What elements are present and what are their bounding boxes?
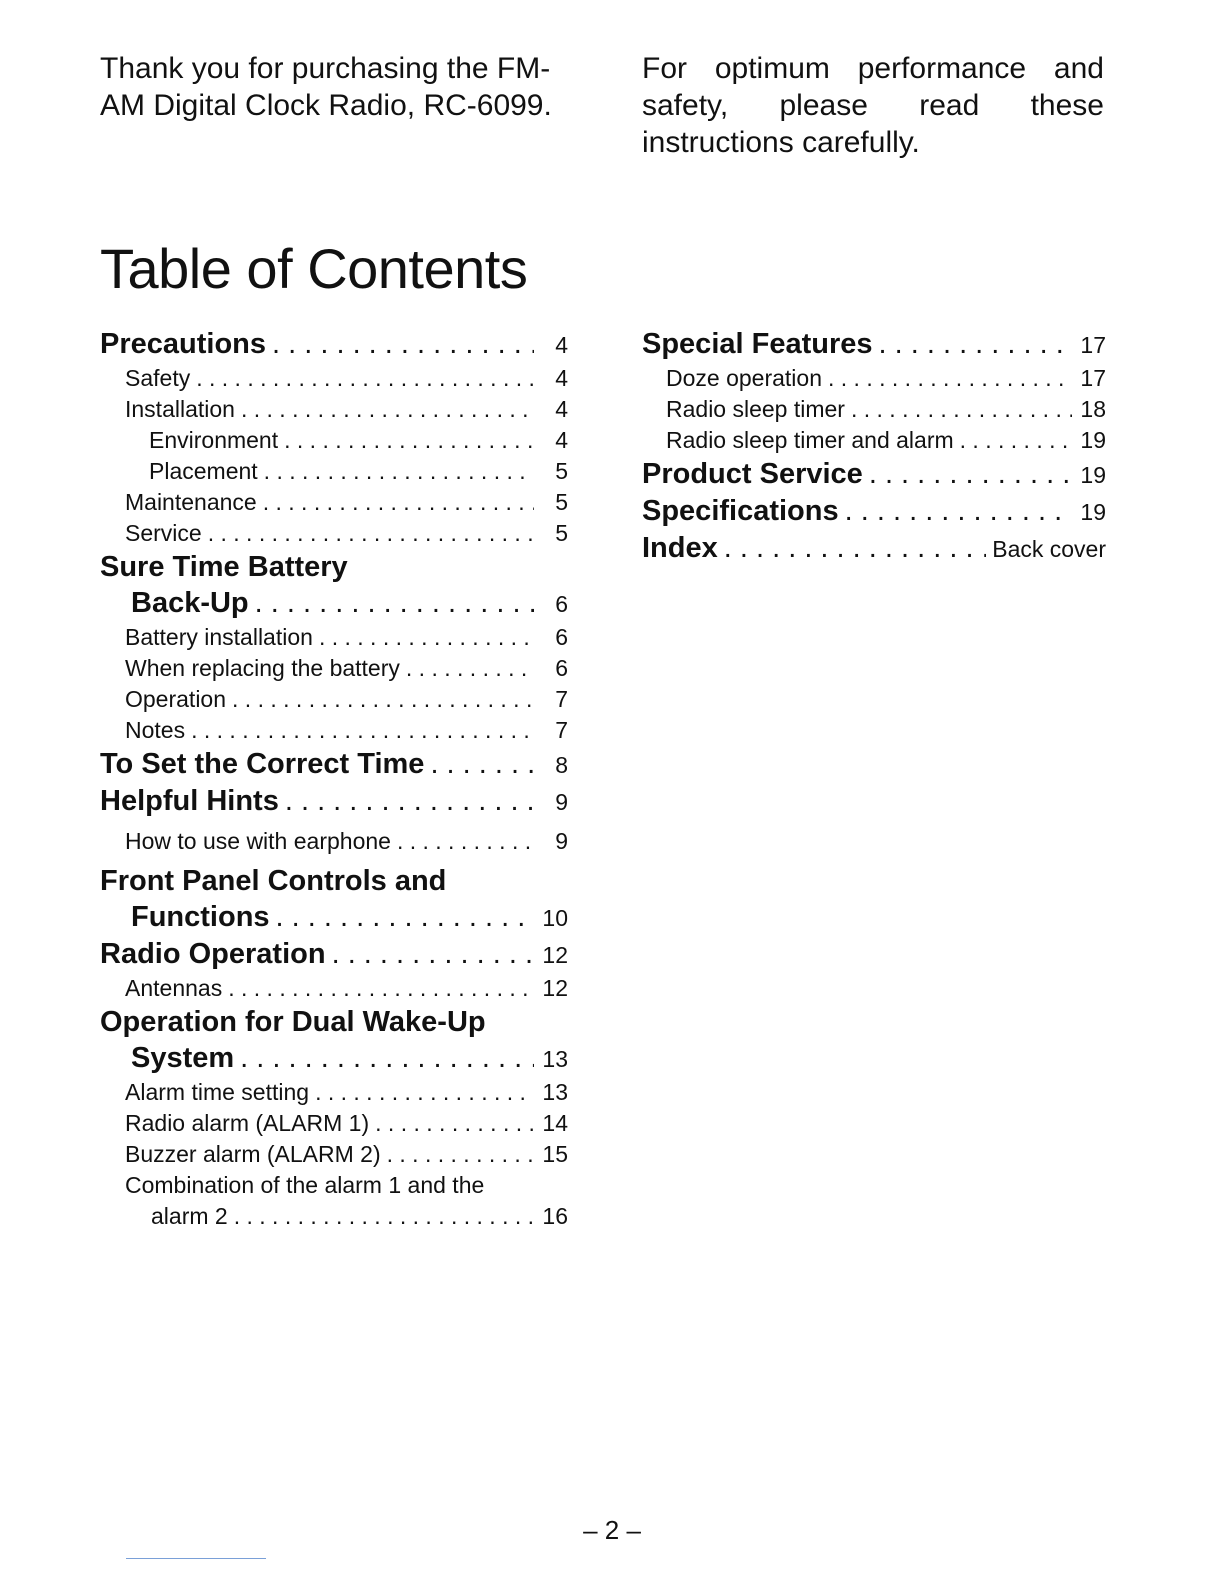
toc-entry [100, 973, 568, 1004]
leader-dots [724, 530, 986, 566]
toc-entry-page: 4 [555, 427, 568, 453]
toc-entry-page: 4 [555, 332, 568, 358]
leader-dots [240, 1040, 534, 1076]
toc-entry-title: How to use with earphone [125, 828, 391, 854]
toc-entry [100, 1139, 568, 1170]
toc-entry [100, 1077, 568, 1108]
toc-entry-page: 17 [1080, 332, 1106, 358]
toc-entry [100, 622, 568, 653]
toc-entry-title: Battery installation [125, 624, 313, 650]
toc-entry-title: Radio sleep timer and alarm [666, 427, 954, 453]
toc-entry-title: Operation [125, 686, 227, 712]
leader-dots [879, 326, 1073, 362]
toc-right-column [642, 326, 1106, 567]
toc-entry-page: 19 [1080, 427, 1106, 453]
toc-entry-page: 19 [1080, 499, 1106, 525]
toc-entry [100, 363, 568, 394]
toc-entry [100, 1040, 568, 1077]
toc-entry-page: 13 [542, 1079, 568, 1105]
page-title: Table of Contents [100, 237, 528, 300]
toc-entry-page: 7 [555, 717, 568, 743]
leader-dots [869, 456, 1072, 492]
toc-entry [100, 585, 568, 622]
toc-entry-title: Buzzer alarm (ALARM 2) [125, 1141, 381, 1167]
leader-dots [276, 899, 534, 935]
leader-dots [264, 456, 534, 487]
toc-entry [100, 783, 568, 820]
toc-entry [100, 826, 568, 857]
toc-entry-page: 5 [555, 520, 568, 546]
leader-dots [375, 1108, 534, 1139]
toc-entry-title-continued: Back-Up [131, 587, 249, 619]
leader-dots [285, 783, 534, 819]
toc-entry [100, 684, 568, 715]
toc-entry-title: Environment [149, 427, 279, 453]
toc-entry [100, 1108, 568, 1139]
leader-dots [263, 487, 534, 518]
toc-entry-page: Back cover [992, 536, 1106, 562]
leader-dots [234, 1201, 534, 1232]
toc-entry [642, 425, 1106, 456]
leader-dots [387, 1139, 534, 1170]
toc-entry-title: Helpful Hints [100, 785, 279, 817]
toc-entry-page: 17 [1080, 365, 1106, 391]
toc-entry [100, 456, 568, 487]
leader-dots [315, 1077, 534, 1108]
toc-entry-page: 8 [555, 752, 568, 778]
toc-entry-title: Installation [125, 396, 235, 422]
toc-entry [100, 936, 568, 973]
toc-entry [100, 326, 568, 363]
toc-entry-title: Index [642, 532, 718, 564]
toc-entry-title: Radio Operation [100, 938, 326, 970]
toc-entry [642, 394, 1106, 425]
toc-entry [100, 715, 568, 746]
toc-entry-title: Notes [125, 717, 186, 743]
leader-dots [191, 715, 534, 746]
toc-entry-page: 14 [542, 1110, 568, 1136]
toc-entry [100, 425, 568, 456]
leader-dots [241, 394, 534, 425]
toc-entry [100, 746, 568, 783]
toc-entry-title-continued: alarm 2 [151, 1203, 228, 1229]
leader-dots [196, 363, 534, 394]
toc-entry-page: 9 [555, 828, 568, 854]
toc-entry-page: 12 [542, 975, 568, 1001]
toc-entry-page: 6 [555, 624, 568, 650]
toc-entry-title: Product Service [642, 458, 863, 490]
toc-entry-title: Specifications [642, 495, 839, 527]
leader-dots [851, 394, 1072, 425]
toc-entry [100, 518, 568, 549]
leader-dots [430, 746, 534, 782]
leader-dots [397, 826, 534, 857]
toc-entry-page: 19 [1080, 462, 1106, 488]
toc-entry [100, 487, 568, 518]
toc-entry-page: 10 [542, 905, 568, 931]
toc-entry-title: Sure Time Battery [100, 551, 348, 583]
toc-entry-page: 6 [555, 655, 568, 681]
leader-dots [406, 653, 534, 684]
leader-dots [272, 326, 534, 362]
toc-entry-title: Combination of the alarm 1 and the [125, 1172, 485, 1198]
leader-dots [232, 684, 534, 715]
toc-entry-title: Radio alarm (ALARM 1) [125, 1110, 370, 1136]
leader-dots [960, 425, 1072, 456]
toc-entry [642, 530, 1106, 567]
page-number: – 2 – [583, 1515, 641, 1545]
leader-dots [845, 493, 1072, 529]
toc-entry-title: Operation for Dual Wake-Up [100, 1006, 486, 1038]
toc-entry-page: 12 [542, 942, 568, 968]
toc-entry [100, 394, 568, 425]
toc-entry-page: 5 [555, 458, 568, 484]
leader-dots [828, 363, 1072, 394]
toc-entry-title: Front Panel Controls and [100, 865, 447, 897]
toc-entry-page: 5 [555, 489, 568, 515]
toc-entry-page: 16 [542, 1203, 568, 1229]
toc-entry-title: To Set the Correct Time [100, 748, 425, 780]
intro-left-paragraph: Thank you for purchasing the FM-AM Digital Clock Radio, RC-6099. [100, 52, 552, 122]
leader-dots [332, 936, 534, 972]
leader-dots [228, 973, 534, 1004]
toc-entry-title: Radio sleep timer [666, 396, 845, 422]
toc-entry-title: Special Features [642, 328, 873, 360]
toc-entry-page: 6 [555, 591, 568, 617]
toc-entry-title-continued: Functions [131, 901, 270, 933]
toc-entry-title: Doze operation [666, 365, 822, 391]
toc-entry-page: 18 [1080, 396, 1106, 422]
toc-entry-title: Placement [149, 458, 258, 484]
toc-entry [642, 456, 1106, 493]
toc-entry-title-continued: System [131, 1042, 235, 1074]
toc-entry-page: 4 [555, 396, 568, 422]
toc-entry-page: 7 [555, 686, 568, 712]
toc-entry [642, 493, 1106, 530]
toc-entry-page: 4 [555, 365, 568, 391]
intro-right-paragraph: For optimum performance and safety, please read these instructions carefully. [642, 52, 1104, 159]
leader-dots [208, 518, 534, 549]
toc-entry-title: Alarm time setting [125, 1079, 310, 1105]
toc-entry [100, 1201, 568, 1232]
toc-left-column [100, 326, 568, 1232]
toc-entry-title: Service [125, 520, 202, 546]
toc-entry-title: Precautions [100, 328, 266, 360]
toc-entry [100, 899, 568, 936]
toc-entry-title: Antennas [125, 975, 223, 1001]
toc-entry-title: Safety [125, 365, 191, 391]
toc-entry [642, 326, 1106, 363]
leader-dots [319, 622, 534, 653]
leader-dots [284, 425, 534, 456]
toc-entry-title: Maintenance [125, 489, 257, 515]
toc-entry-page: 15 [542, 1141, 568, 1167]
footer-rule [126, 1558, 266, 1559]
leader-dots [255, 585, 534, 621]
toc-entry-page: 13 [542, 1046, 568, 1072]
toc-entry [642, 363, 1106, 394]
toc-entry-title: When replacing the battery [125, 655, 400, 681]
toc-entry-page: 9 [555, 789, 568, 815]
toc-entry [100, 653, 568, 684]
